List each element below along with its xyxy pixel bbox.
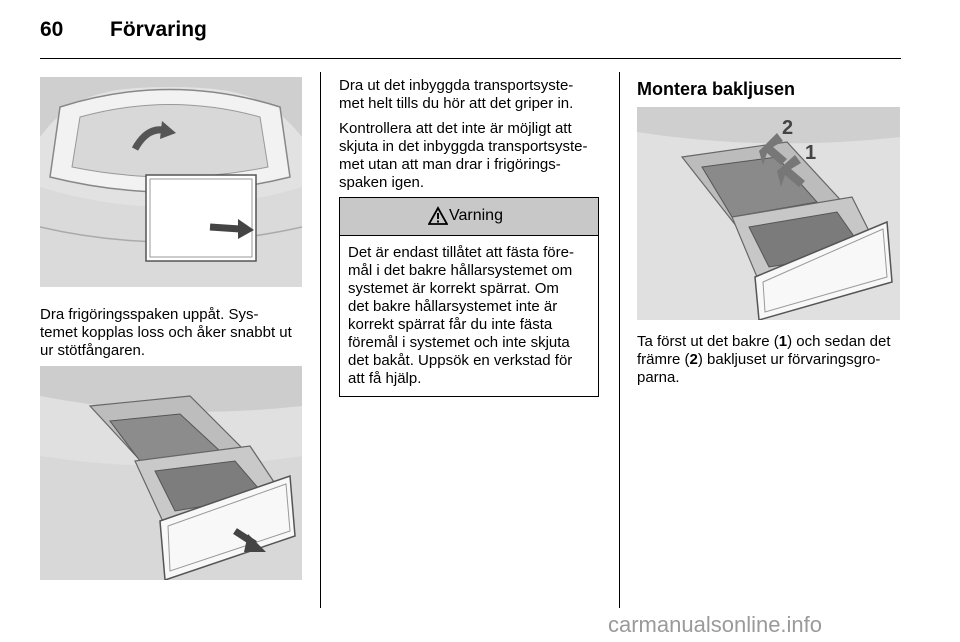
column-divider-2 (619, 72, 620, 608)
figure-tail-lights (637, 107, 900, 320)
figure-release-lever (40, 77, 302, 287)
warning-box (339, 197, 599, 397)
footer-watermark: carmanualsonline.info (608, 612, 823, 637)
figure-label-1: 1 (805, 142, 817, 164)
warning-text: Det är endast tillåtet att fästa före- mål i det bakre hållarsystemet om systemet är korrekt spärrat. Om det bakre hållarsystemet inte är korrekt spärrat får du inte fästa föremål i systemet och inte skjuta det bakåt. Uppsök en verkstad för att få hjälp. (348, 244, 574, 387)
caption-tail-lights: Ta först ut det bakre (1) och sedan det främre (2) bakljuset ur förvaringsgro- parna. (637, 333, 891, 386)
warning-label: Varning (449, 207, 503, 224)
section-heading: Montera bakljusen (637, 79, 796, 99)
paragraph-check-locked: Kontrollera att det inte är möjligt att skjuta in det inbyggda transportsyste- met utan att man drar i frigörings- spaken igen. (339, 120, 588, 191)
page-title: Förvaring (110, 18, 207, 41)
figure-label-2: 2 (782, 117, 794, 139)
caption-release-lever: Dra frigöringsspaken uppåt. Sys- temet kopplas loss och åker snabbt ut ur stötfångaren. (40, 306, 292, 359)
warning-header (340, 198, 598, 236)
column-divider-1 (320, 72, 321, 608)
page-number: 60 (40, 18, 64, 41)
warning-triangle-icon (428, 206, 448, 226)
paragraph-pull-out: Dra ut det inbyggda transportsyste- met helt tills du hör att det griper in. (339, 77, 574, 112)
figure-carrier-pulled-out (40, 366, 302, 580)
header-rule (40, 58, 901, 59)
